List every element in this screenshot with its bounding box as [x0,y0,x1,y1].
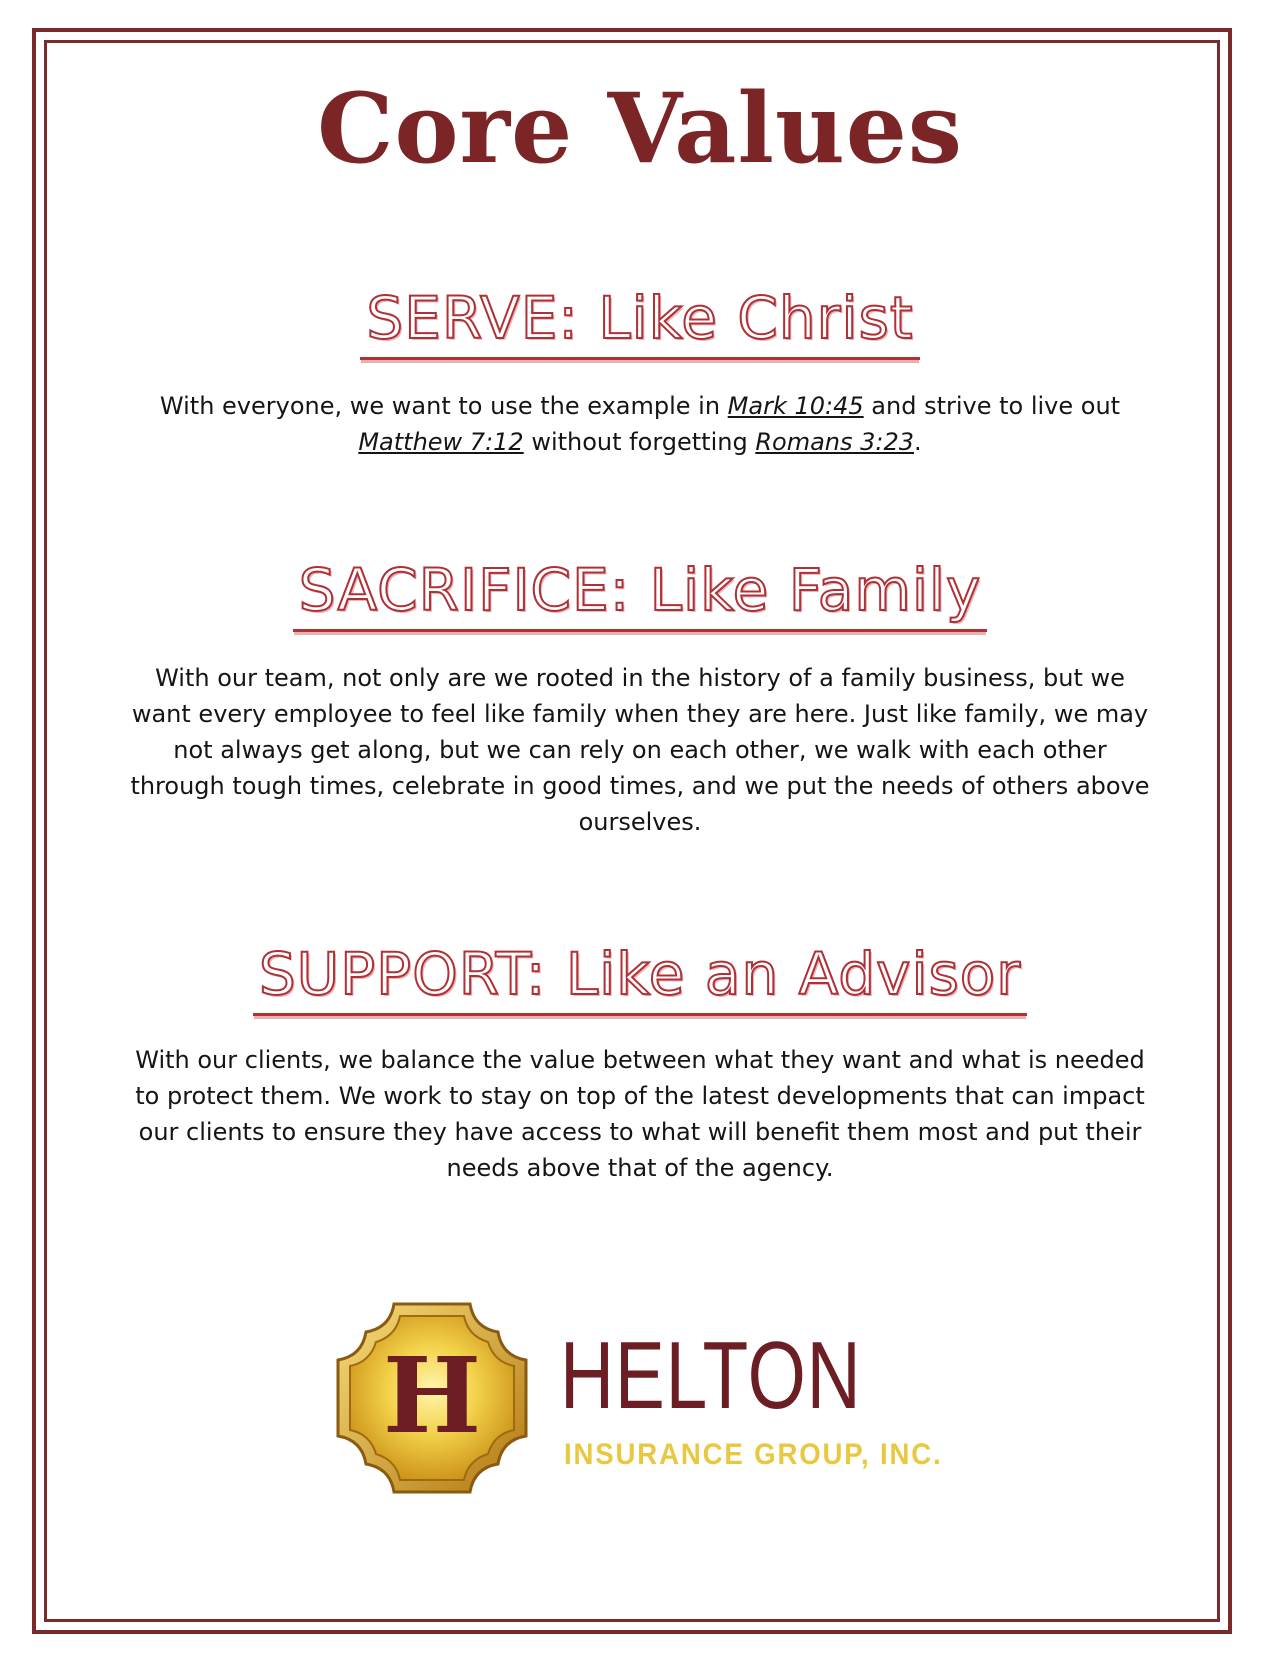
scripture-ref-romans: Romans 3:23 [755,428,915,456]
section-heading-sacrifice: SACRIFICE: Like Family [293,560,988,632]
logo-subtitle: INSURANCE GROUP, INC. [564,1438,943,1471]
serve-text-2: and strive to live out [863,392,1121,420]
section-serve [0,284,1280,360]
logo-emblem-letter: H [382,1334,482,1457]
page-title: Core Values [317,72,963,185]
serve-text-3: without forgetting [523,428,756,456]
section-body-support: With our clients, we balance the value between what they want and what is needed to protect them. We work to stay on top of the latest developments that can impact our clients to ensure they have access to what will benefit them most and put their needs above that of the agency. [135,1046,1145,1182]
logo-emblem-icon [334,1300,530,1496]
section-heading-serve: SERVE: Like Christ [360,288,919,360]
serve-text-4: . [914,428,922,456]
logo-name: HELTON [560,1322,862,1429]
section-body-sacrifice: With our team, not only are we rooted in the history of a family business, but we want every employee to feel like family when they are here. Just like family, we may not always get along, but we can rely on each other, we walk with each other through tough times, celebrate in good times, and we put the needs of others above ourselves. [130,664,1150,836]
scripture-ref-matthew: Matthew 7:12 [358,428,524,456]
serve-text-1: With everyone, we want to use the example in [159,392,728,420]
section-sacrifice [0,556,1280,632]
scripture-ref-mark: Mark 10:45 [727,392,864,420]
section-body-serve [130,388,1150,460]
section-heading-support: SUPPORT: Like an Advisor [253,944,1027,1016]
section-support [0,940,1280,1016]
company-logo [334,1300,954,1500]
